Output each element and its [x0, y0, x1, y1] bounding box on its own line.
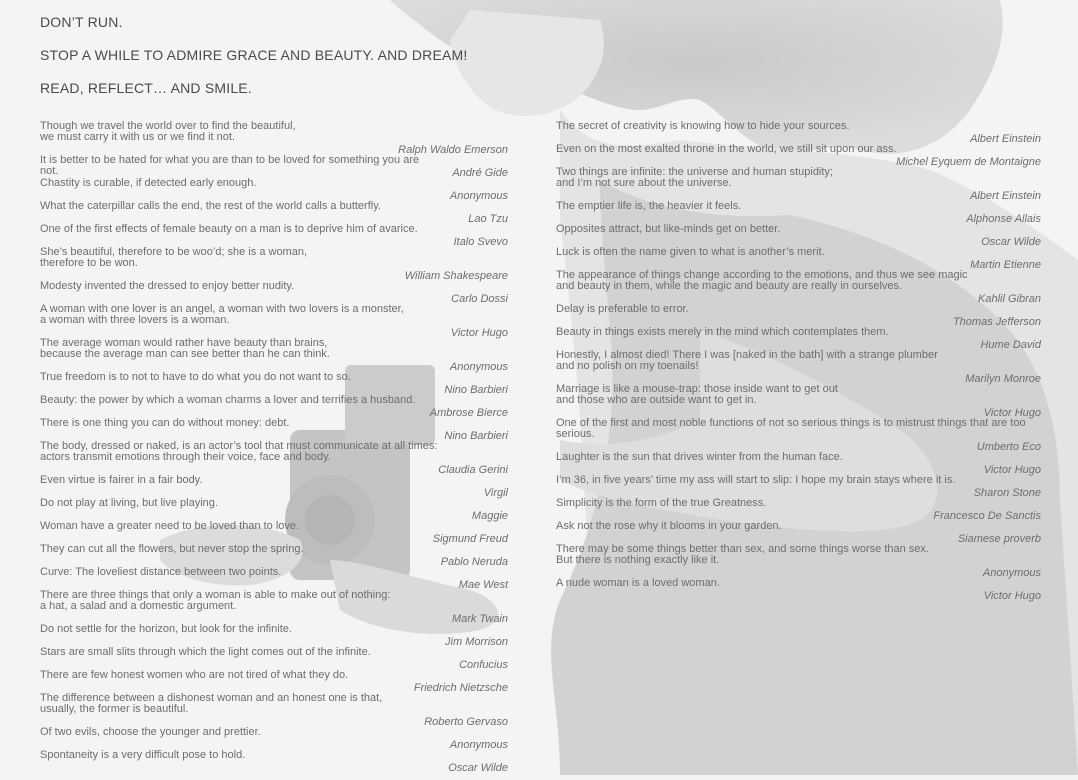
quote-author: Mae West — [458, 578, 508, 591]
quote-item — [40, 338, 508, 372]
quote-text: Curve: The loveliest distance between two points. — [40, 566, 282, 578]
quote-author: Anonymous — [449, 360, 508, 373]
quote-item — [40, 498, 508, 521]
quote-author: Victor Hugo — [983, 463, 1041, 476]
quote-item — [40, 693, 508, 727]
quote-author: Virgil — [483, 486, 508, 499]
quote-text: True freedom is to not to have to do what you do not want to so. — [40, 371, 351, 383]
quote-text: It is better to be hated for what you are than to be loved for something you are not. — [40, 154, 420, 177]
quote-item — [40, 590, 508, 624]
quote-text: Though we travel the world over to find the beautiful, we must carry it with us or we find it not. — [40, 120, 296, 143]
quote-author: Michel Eyquem de Montaigne — [896, 155, 1041, 168]
quote-item — [40, 727, 508, 750]
quote-author: Oscar Wilde — [981, 235, 1041, 248]
quote-item — [40, 418, 508, 441]
quote-author: Anonymous — [449, 189, 508, 202]
quote-item — [556, 350, 1041, 384]
quote-text: The difference between a dishonest woman and an honest one is that, usually, the former is beautiful. — [40, 692, 383, 715]
quote-item — [40, 304, 508, 338]
quote-text: Do not settle for the horizon, but look for the infinite. — [40, 623, 292, 635]
heading-read-reflect: READ, REFLECT… AND SMILE. — [40, 80, 252, 96]
quote-item — [556, 327, 1041, 350]
quote-item — [40, 178, 508, 201]
quote-author: Francesco De Sanctis — [933, 509, 1041, 522]
quote-item — [40, 647, 508, 670]
quote-item — [40, 224, 508, 247]
quote-text: The appearance of things change according to the emotions, and thus we see magic and beauty in them, while the magic and beauty are really in ourselves. — [556, 269, 968, 292]
quote-author: Pablo Neruda — [440, 555, 508, 568]
quote-author: Martin Etienne — [970, 258, 1041, 271]
quote-text: One of the first effects of female beauty on a man is to deprive him of avarice. — [40, 223, 418, 235]
quote-text: Honestly, I almost died! There I was [naked in the bath] with a strange plumber and no polish on my toenails! — [556, 349, 938, 372]
quotes-left-column — [40, 121, 508, 773]
quote-item — [40, 670, 508, 693]
quote-text: Chastity is curable, if detected early enough. — [40, 177, 257, 189]
heading-admire: STOP A WHILE TO ADMIRE GRACE AND BEAUTY. AND DREAM! — [40, 47, 468, 63]
quote-author: Nino Barbieri — [444, 383, 508, 396]
quote-author: Anonymous — [449, 738, 508, 751]
quote-author: Alphonse Allais — [966, 212, 1041, 225]
quote-text: Beauty: the power by which a woman charms a lover and terrifies a husband. — [40, 394, 416, 406]
quote-author: Jim Morrison — [445, 635, 508, 648]
quote-item — [40, 395, 508, 418]
quote-text: The body, dressed or naked, is an actor’s tool that must communicate at all times: actors transmit emotions through their voice, face and body. — [40, 440, 438, 463]
quote-item — [556, 578, 1041, 601]
quote-item — [40, 441, 508, 475]
quote-item — [40, 201, 508, 224]
quote-text: They can cut all the flowers, but never stop the spring. — [40, 543, 304, 555]
quote-author: Claudia Gerini — [438, 463, 508, 476]
quote-author: Sharon Stone — [973, 486, 1041, 499]
quotes-right-column — [556, 121, 1041, 601]
quote-text: A woman with one lover is an angel, a woman with two lovers is a monster, a woman with three lovers is a woman. — [40, 303, 404, 326]
quote-item — [556, 144, 1041, 167]
quote-item — [556, 201, 1041, 224]
quote-item — [556, 247, 1041, 270]
quote-author: Nino Barbieri — [444, 429, 508, 442]
quote-text: Opposites attract, but like-minds get on better. — [556, 223, 781, 235]
quote-author: Umberto Eco — [976, 440, 1041, 453]
quote-author: Friedrich Nietzsche — [413, 681, 508, 694]
quote-text: Marriage is like a mouse-trap: those inside want to get out and those who are outside want to get in. — [556, 383, 838, 406]
quote-item — [556, 498, 1041, 521]
quote-author: Ambrose Bierce — [429, 406, 508, 419]
quote-author: Victor Hugo — [983, 406, 1041, 419]
quote-item — [40, 121, 508, 155]
quote-text: The secret of creativity is knowing how to hide your sources. — [556, 120, 850, 132]
quote-item — [556, 544, 1041, 578]
quote-author: Siamese proverb — [957, 532, 1041, 545]
quote-text: Modesty invented the dressed to enjoy better nudity. — [40, 280, 295, 292]
quote-text: Woman have a greater need to be loved than to love. — [40, 520, 300, 532]
quote-text: One of the first and most noble functions of not so serious things is to mistrust things that are too serious. — [556, 417, 1026, 440]
quote-author: André Gide — [452, 166, 508, 179]
quote-text: What the caterpillar calls the end, the rest of the world calls a butterfly. — [40, 200, 381, 212]
quote-text: Beauty in things exists merely in the mind which contemplates them. — [556, 326, 889, 338]
quote-item — [40, 372, 508, 395]
quote-author: Albert Einstein — [970, 189, 1041, 202]
intro-headings — [40, 12, 467, 111]
quote-author: Italo Svevo — [453, 235, 508, 248]
quote-text: Luck is often the name given to what is another’s merit. — [556, 246, 825, 258]
quote-author: Kahlil Gibran — [978, 292, 1041, 305]
quote-author: Anonymous — [982, 566, 1041, 579]
quote-author: Marilyn Monroe — [965, 372, 1041, 385]
quote-item — [40, 544, 508, 567]
quote-item — [40, 155, 508, 178]
quote-text: A nude woman is a loved woman. — [556, 577, 720, 589]
quote-text: Delay is preferable to error. — [556, 303, 689, 315]
quote-text: Two things are infinite: the universe and human stupidity; and I’m not sure about the universe. — [556, 166, 833, 189]
quote-author: Lao Tzu — [468, 212, 508, 225]
quote-author: Thomas Jefferson — [952, 315, 1041, 328]
quote-text: Simplicity is the form of the true Greatness. — [556, 497, 767, 509]
quote-text: There are few honest women who are not tired of what they do. — [40, 669, 349, 681]
quote-text: Stars are small slits through which the light comes out of the infinite. — [40, 646, 371, 658]
quote-author: Sigmund Freud — [432, 532, 508, 545]
quote-item — [40, 281, 508, 304]
quote-author: Roberto Gervaso — [424, 715, 508, 728]
quote-text: I’m 36, in five years’ time my ass will start to slip: I hope my brain stays where it is. — [556, 474, 956, 486]
quote-item — [556, 475, 1041, 498]
quote-text: Laughter is the sun that drives winter from the human face. — [556, 451, 843, 463]
quote-author: Mark Twain — [451, 612, 508, 625]
quote-author: Carlo Dossi — [451, 292, 508, 305]
quote-item — [556, 384, 1041, 418]
quote-text: Even virtue is fairer in a fair body. — [40, 474, 203, 486]
quote-text: Even on the most exalted throne in the world, we still sit upon our ass. — [556, 143, 897, 155]
quote-text: Spontaneity is a very difficult pose to hold. — [40, 749, 246, 761]
quote-text: Of two evils, choose the younger and prettier. — [40, 726, 261, 738]
quote-item — [40, 624, 508, 647]
quote-text: The emptier life is, the heavier it feels. — [556, 200, 742, 212]
quote-item — [556, 121, 1041, 144]
quote-text: Do not play at living, but live playing. — [40, 497, 218, 509]
quote-item — [40, 521, 508, 544]
quote-item — [40, 567, 508, 590]
quote-author: Maggie — [471, 509, 508, 522]
quote-author: Victor Hugo — [450, 326, 508, 339]
heading-dont-run: DON’T RUN. — [40, 14, 123, 30]
quote-text: She’s beautiful, therefore to be woo’d; she is a woman, therefore to be won. — [40, 246, 308, 269]
quote-item — [556, 418, 1041, 452]
quote-text: There may be some things better than sex, and some things worse than sex. But there is nothing exactly like it. — [556, 543, 929, 566]
quote-item — [556, 304, 1041, 327]
quote-text: There are three things that only a woman is able to make out of nothing: a hat, a salad and a domestic argument. — [40, 589, 391, 612]
quote-author: Ralph Waldo Emerson — [398, 143, 508, 156]
quote-item — [40, 247, 508, 281]
quote-item — [556, 521, 1041, 544]
quote-text: The average woman would rather have beauty than brains, because the average man can see better than he can think. — [40, 337, 330, 360]
quote-author: Confucius — [459, 658, 508, 671]
quote-author: Albert Einstein — [970, 132, 1041, 145]
quote-item — [556, 270, 1041, 304]
quote-author: Victor Hugo — [983, 589, 1041, 602]
quote-author: Hume David — [980, 338, 1041, 351]
quote-item — [40, 750, 508, 773]
quote-item — [556, 167, 1041, 201]
quote-item — [556, 452, 1041, 475]
quote-author: Oscar Wilde — [448, 761, 508, 774]
quote-text: Ask not the rose why it blooms in your garden. — [556, 520, 782, 532]
quote-author: William Shakespeare — [404, 269, 508, 282]
quote-item — [40, 475, 508, 498]
quote-text: There is one thing you can do without money: debt. — [40, 417, 290, 429]
quote-item — [556, 224, 1041, 247]
